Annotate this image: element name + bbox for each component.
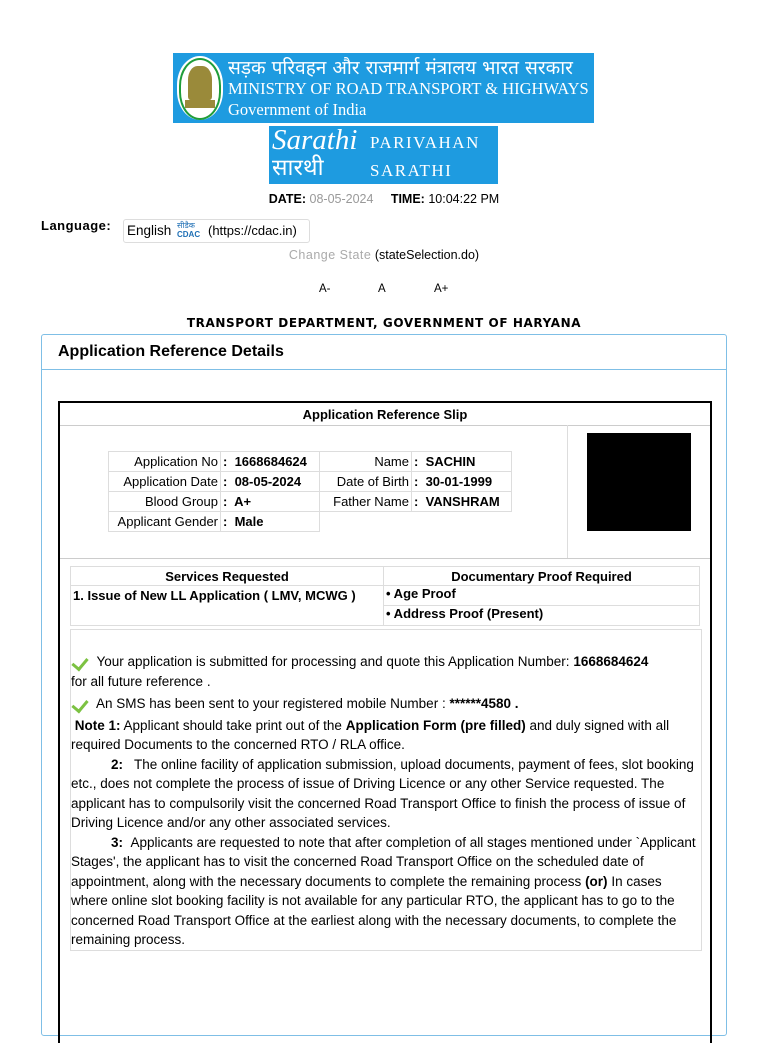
time-label: TIME: (390, 192, 425, 206)
table-row (109, 512, 512, 532)
check-icon (71, 695, 93, 711)
services-requested-header: Services Requested (71, 567, 384, 586)
sarathi-logo-english: Sarathi (272, 124, 358, 156)
ministry-hindi-name: सड़क परिवहन और राजमार्ग मंत्रालय भारत सरकार (228, 57, 573, 79)
note-3: 3: Applicants are requested to note that after completion of all stages mentioned under `Applicant Stages', the applicant has to visit the concerned Road Transport Office on the scheduled date of appointment, along with the necessary documents to complete the remaining process (or) In cases where online slot booking facility is not available for any particular RTO, the applicant has to go to the concerned Road Transport Office at the earliest along with the necessary documents, to complete the remaining process. (71, 834, 696, 947)
national-emblem-icon (177, 56, 223, 120)
language-select[interactable] (123, 219, 310, 243)
note-2: 2: The online facility of application submission, upload documents, payment of fees, slot booking etc., does not complete the process of issue of Driving Licence or any other Service requested. The applicant has to compulsorily visit the concerned Road Transport Office to finish the process of issue of Driving Licence and/or any other associated services. (71, 756, 694, 830)
table-row (109, 492, 512, 512)
dob-value: : 30-01-1999 (412, 472, 512, 492)
time-value: 10:04:22 PM (428, 192, 500, 206)
slip-title: Application Reference Slip (302, 407, 468, 422)
application-date-label: Application Date (109, 472, 221, 492)
application-no-value: : 1668684624 (221, 452, 320, 472)
applicant-info-table (108, 451, 512, 532)
blood-group-value: : A+ (221, 492, 320, 512)
font-normal-button[interactable]: A (378, 283, 386, 295)
panel-header (42, 335, 726, 370)
father-name-label: Father Name (320, 492, 412, 512)
table-row (71, 567, 700, 586)
services-table (70, 566, 700, 626)
table-row (71, 586, 700, 606)
cdac-logo-icon[interactable] (177, 222, 205, 238)
change-state-row (0, 248, 768, 262)
applicant-photo (587, 433, 691, 531)
cdac-hindi: सीडैक (177, 221, 195, 230)
blood-group-label: Blood Group (109, 492, 221, 512)
father-name-value: : VANSHRAM (412, 492, 512, 512)
parivahan-text: PARIVAHAN (370, 133, 480, 152)
application-reference-slip (58, 401, 712, 1043)
cdac-link[interactable]: (https://cdac.in) (208, 223, 297, 238)
proof-item-address: • Address Proof (Present) (384, 606, 700, 626)
department-title: TRANSPORT DEPARTMENT, GOVERNMENT OF HARYANA (186, 316, 582, 330)
messages-box (70, 629, 702, 951)
panel-title: Application Reference Details (58, 343, 284, 360)
language-label: Language: (41, 218, 112, 233)
gender-value: : Male (221, 512, 320, 532)
application-no-label: Application No (109, 452, 221, 472)
date-label: DATE: (268, 192, 307, 206)
gender-label: Applicant Gender (109, 512, 221, 532)
font-increase-button[interactable]: A+ (434, 283, 449, 295)
name-label: Name (320, 452, 412, 472)
check-icon (71, 653, 93, 669)
cdac-english: CDAC (177, 230, 201, 239)
change-state-link[interactable]: Change State (288, 248, 372, 262)
name-value: : SACHIN (412, 452, 512, 472)
government-of-india: Government of India (228, 100, 367, 119)
application-date-value: : 08-05-2024 (221, 472, 320, 492)
documentary-proof-header: Documentary Proof Required (384, 567, 700, 586)
language-selected-value[interactable]: English (127, 223, 172, 238)
sarathi-logo-banner (269, 126, 498, 184)
submission-message: Your application is submitted for processing and quote this Application Number: 1668684624 for all future reference . (71, 654, 649, 689)
sarathi-text: SARATHI (370, 161, 453, 180)
ministry-english-name: MINISTRY OF ROAD TRANSPORT & HIGHWAYS (228, 79, 589, 98)
proof-item-age: • Age Proof (384, 586, 700, 606)
table-row (109, 472, 512, 492)
date-value: 08-05-2024 (309, 192, 374, 206)
ministry-banner (173, 53, 594, 123)
dob-label: Date of Birth (320, 472, 412, 492)
font-decrease-button[interactable]: A- (319, 283, 331, 295)
date-time-bar (0, 192, 768, 206)
sms-message: An SMS has been sent to your registered mobile Number : ******4580 . (71, 694, 701, 714)
note-1: Note 1: Applicant should take print out of the Application Form (pre filled) and duly signed with all required Documents to the concerned RTO / RLA office. (71, 717, 670, 752)
sarathi-logo-hindi: सारथी (272, 155, 324, 181)
change-state-url[interactable]: (stateSelection.do) (374, 248, 480, 262)
service-item: 1. Issue of New LL Application ( LMV, MCWG ) (71, 586, 384, 626)
photo-cell (567, 425, 711, 558)
table-row (109, 452, 512, 472)
